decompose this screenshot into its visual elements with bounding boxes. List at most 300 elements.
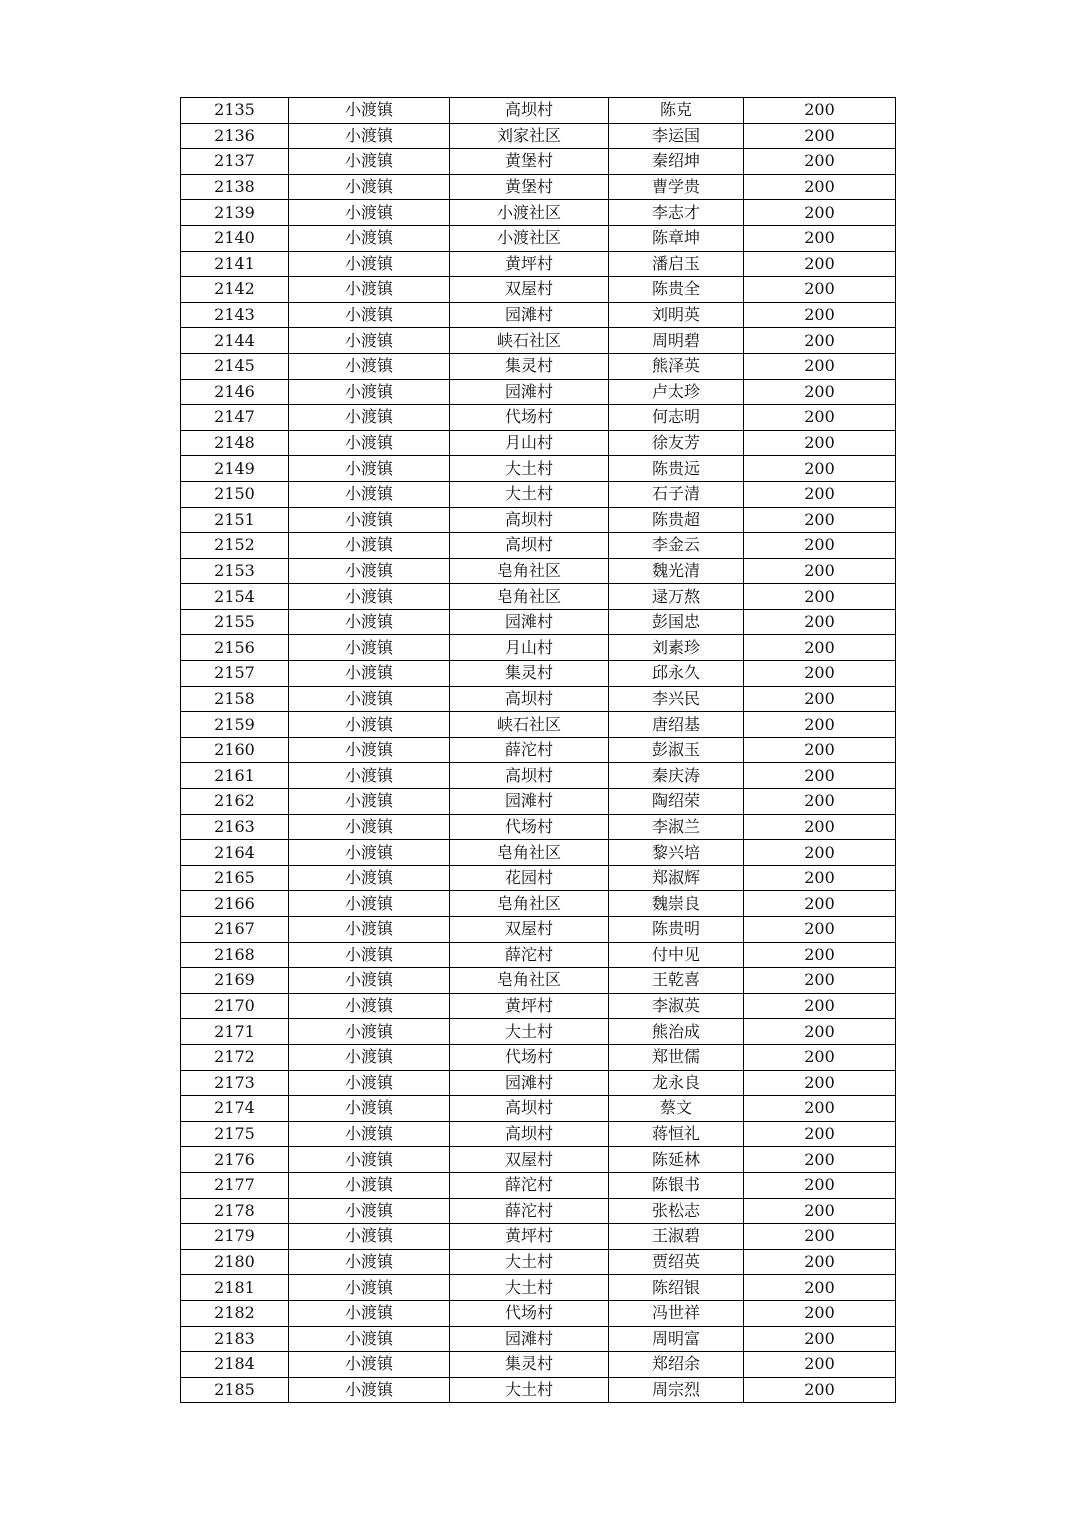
- cell-town: 小渡镇: [289, 1352, 450, 1378]
- cell-name: 彭国忠: [609, 609, 744, 635]
- table-row: [181, 481, 896, 507]
- cell-serial-number: 2177: [181, 1172, 289, 1198]
- cell-village: 园滩村: [450, 609, 609, 635]
- cell-village: 代场村: [450, 814, 609, 840]
- table-row: [181, 353, 896, 379]
- cell-amount: 200: [744, 379, 896, 405]
- cell-serial-number: 2165: [181, 865, 289, 891]
- cell-amount: 200: [744, 712, 896, 738]
- cell-serial-number: 2179: [181, 1224, 289, 1250]
- cell-amount: 200: [744, 968, 896, 994]
- table-row: [181, 1172, 896, 1198]
- cell-village: 高坝村: [450, 1121, 609, 1147]
- cell-amount: 200: [744, 123, 896, 149]
- cell-village: 小渡社区: [450, 225, 609, 251]
- cell-village: 黄坪村: [450, 1224, 609, 1250]
- cell-town: 小渡镇: [289, 891, 450, 917]
- cell-name: 魏光清: [609, 558, 744, 584]
- cell-name: 张松志: [609, 1198, 744, 1224]
- cell-village: 月山村: [450, 430, 609, 456]
- cell-serial-number: 2145: [181, 353, 289, 379]
- cell-village: 大土村: [450, 1275, 609, 1301]
- cell-amount: 200: [744, 1147, 896, 1173]
- cell-town: 小渡镇: [289, 149, 450, 175]
- cell-amount: 200: [744, 225, 896, 251]
- cell-village: 双屋村: [450, 277, 609, 303]
- cell-name: 徐友芳: [609, 430, 744, 456]
- table-row: [181, 1198, 896, 1224]
- cell-amount: 200: [744, 328, 896, 354]
- cell-village: 代场村: [450, 1044, 609, 1070]
- cell-name: 李运国: [609, 123, 744, 149]
- table-row: [181, 277, 896, 303]
- cell-amount: 200: [744, 405, 896, 431]
- cell-village: 刘家社区: [450, 123, 609, 149]
- cell-serial-number: 2138: [181, 174, 289, 200]
- cell-town: 小渡镇: [289, 123, 450, 149]
- table-row: [181, 405, 896, 431]
- cell-town: 小渡镇: [289, 430, 450, 456]
- cell-village: 峡石社区: [450, 712, 609, 738]
- cell-name: 付中见: [609, 942, 744, 968]
- table-row: [181, 968, 896, 994]
- cell-village: 黄堡村: [450, 149, 609, 175]
- cell-village: 薛沱村: [450, 942, 609, 968]
- cell-serial-number: 2167: [181, 917, 289, 943]
- cell-name: 彭淑玉: [609, 737, 744, 763]
- cell-village: 集灵村: [450, 661, 609, 687]
- table-row: [181, 814, 896, 840]
- table-row: [181, 1326, 896, 1352]
- cell-village: 大土村: [450, 1249, 609, 1275]
- cell-serial-number: 2166: [181, 891, 289, 917]
- cell-town: 小渡镇: [289, 379, 450, 405]
- cell-village: 皂角社区: [450, 584, 609, 610]
- cell-name: 郑世儒: [609, 1044, 744, 1070]
- cell-name: 郑绍余: [609, 1352, 744, 1378]
- table-row: [181, 379, 896, 405]
- cell-village: 小渡社区: [450, 200, 609, 226]
- cell-serial-number: 2157: [181, 661, 289, 687]
- cell-name: 秦庆涛: [609, 763, 744, 789]
- cell-serial-number: 2151: [181, 507, 289, 533]
- cell-serial-number: 2147: [181, 405, 289, 431]
- cell-amount: 200: [744, 149, 896, 175]
- cell-town: 小渡镇: [289, 277, 450, 303]
- table-row: [181, 225, 896, 251]
- cell-town: 小渡镇: [289, 1070, 450, 1096]
- cell-name: 李志才: [609, 200, 744, 226]
- cell-town: 小渡镇: [289, 1019, 450, 1045]
- cell-name: 李淑兰: [609, 814, 744, 840]
- cell-town: 小渡镇: [289, 200, 450, 226]
- cell-village: 园滩村: [450, 1070, 609, 1096]
- cell-town: 小渡镇: [289, 814, 450, 840]
- cell-village: 黄堡村: [450, 174, 609, 200]
- cell-town: 小渡镇: [289, 917, 450, 943]
- table-row: [181, 430, 896, 456]
- cell-name: 陶绍荣: [609, 789, 744, 815]
- cell-name: 龙永良: [609, 1070, 744, 1096]
- table-row: [181, 712, 896, 738]
- cell-town: 小渡镇: [289, 353, 450, 379]
- cell-serial-number: 2156: [181, 635, 289, 661]
- cell-town: 小渡镇: [289, 1377, 450, 1403]
- cell-amount: 200: [744, 251, 896, 277]
- table-row: [181, 174, 896, 200]
- cell-name: 陈贵明: [609, 917, 744, 943]
- table-row: [181, 993, 896, 1019]
- cell-amount: 200: [744, 277, 896, 303]
- cell-town: 小渡镇: [289, 302, 450, 328]
- cell-serial-number: 2136: [181, 123, 289, 149]
- cell-serial-number: 2148: [181, 430, 289, 456]
- table-row: [181, 635, 896, 661]
- roster-body: [181, 98, 896, 1403]
- cell-serial-number: 2180: [181, 1249, 289, 1275]
- cell-name: 李淑英: [609, 993, 744, 1019]
- cell-amount: 200: [744, 661, 896, 687]
- cell-serial-number: 2143: [181, 302, 289, 328]
- table-row: [181, 917, 896, 943]
- cell-amount: 200: [744, 609, 896, 635]
- cell-town: 小渡镇: [289, 98, 450, 124]
- table-row: [181, 507, 896, 533]
- cell-amount: 200: [744, 558, 896, 584]
- cell-town: 小渡镇: [289, 686, 450, 712]
- cell-name: 魏崇良: [609, 891, 744, 917]
- table-row: [181, 1121, 896, 1147]
- cell-serial-number: 2173: [181, 1070, 289, 1096]
- cell-town: 小渡镇: [289, 942, 450, 968]
- cell-town: 小渡镇: [289, 763, 450, 789]
- cell-amount: 200: [744, 456, 896, 482]
- cell-town: 小渡镇: [289, 1224, 450, 1250]
- cell-town: 小渡镇: [289, 328, 450, 354]
- cell-amount: 200: [744, 814, 896, 840]
- cell-name: 陈绍银: [609, 1275, 744, 1301]
- table-row: [181, 609, 896, 635]
- cell-town: 小渡镇: [289, 533, 450, 559]
- table-row: [181, 840, 896, 866]
- cell-name: 王乾喜: [609, 968, 744, 994]
- cell-amount: 200: [744, 200, 896, 226]
- cell-amount: 200: [744, 302, 896, 328]
- table-row: [181, 1300, 896, 1326]
- cell-village: 大土村: [450, 481, 609, 507]
- cell-amount: 200: [744, 840, 896, 866]
- cell-name: 熊泽英: [609, 353, 744, 379]
- cell-town: 小渡镇: [289, 456, 450, 482]
- cell-village: 高坝村: [450, 686, 609, 712]
- cell-town: 小渡镇: [289, 1249, 450, 1275]
- cell-serial-number: 2169: [181, 968, 289, 994]
- cell-serial-number: 2162: [181, 789, 289, 815]
- cell-serial-number: 2184: [181, 1352, 289, 1378]
- cell-village: 高坝村: [450, 507, 609, 533]
- cell-serial-number: 2137: [181, 149, 289, 175]
- cell-village: 月山村: [450, 635, 609, 661]
- cell-amount: 200: [744, 1300, 896, 1326]
- cell-name: 周明碧: [609, 328, 744, 354]
- cell-village: 黄坪村: [450, 993, 609, 1019]
- cell-town: 小渡镇: [289, 558, 450, 584]
- cell-name: 李兴民: [609, 686, 744, 712]
- cell-serial-number: 2155: [181, 609, 289, 635]
- cell-amount: 200: [744, 1019, 896, 1045]
- cell-village: 皂角社区: [450, 558, 609, 584]
- cell-amount: 200: [744, 993, 896, 1019]
- cell-name: 曹学贵: [609, 174, 744, 200]
- cell-village: 园滩村: [450, 379, 609, 405]
- cell-town: 小渡镇: [289, 481, 450, 507]
- cell-serial-number: 2183: [181, 1326, 289, 1352]
- cell-town: 小渡镇: [289, 507, 450, 533]
- cell-village: 代场村: [450, 1300, 609, 1326]
- cell-amount: 200: [744, 1121, 896, 1147]
- cell-name: 李金云: [609, 533, 744, 559]
- cell-name: 石子清: [609, 481, 744, 507]
- cell-town: 小渡镇: [289, 993, 450, 1019]
- cell-name: 陈贵远: [609, 456, 744, 482]
- cell-village: 薛沱村: [450, 1172, 609, 1198]
- table-row: [181, 149, 896, 175]
- cell-amount: 200: [744, 763, 896, 789]
- cell-name: 郑淑辉: [609, 865, 744, 891]
- cell-village: 峡石社区: [450, 328, 609, 354]
- cell-amount: 200: [744, 481, 896, 507]
- cell-name: 蒋恒礼: [609, 1121, 744, 1147]
- cell-amount: 200: [744, 737, 896, 763]
- cell-village: 黄坪村: [450, 251, 609, 277]
- cell-town: 小渡镇: [289, 712, 450, 738]
- cell-serial-number: 2141: [181, 251, 289, 277]
- cell-amount: 200: [744, 1326, 896, 1352]
- cell-town: 小渡镇: [289, 174, 450, 200]
- cell-town: 小渡镇: [289, 737, 450, 763]
- cell-name: 贾绍英: [609, 1249, 744, 1275]
- cell-serial-number: 2161: [181, 763, 289, 789]
- cell-village: 皂角社区: [450, 891, 609, 917]
- cell-name: 逯万熬: [609, 584, 744, 610]
- table-row: [181, 200, 896, 226]
- cell-serial-number: 2172: [181, 1044, 289, 1070]
- cell-village: 高坝村: [450, 98, 609, 124]
- cell-name: 陈贵全: [609, 277, 744, 303]
- cell-village: 高坝村: [450, 533, 609, 559]
- cell-town: 小渡镇: [289, 840, 450, 866]
- table-row: [181, 98, 896, 124]
- cell-village: 薛沱村: [450, 1198, 609, 1224]
- cell-town: 小渡镇: [289, 1121, 450, 1147]
- table-row: [181, 686, 896, 712]
- cell-town: 小渡镇: [289, 1275, 450, 1301]
- cell-amount: 200: [744, 865, 896, 891]
- cell-town: 小渡镇: [289, 405, 450, 431]
- cell-village: 园滩村: [450, 1326, 609, 1352]
- cell-village: 代场村: [450, 405, 609, 431]
- table-row: [181, 123, 896, 149]
- cell-serial-number: 2158: [181, 686, 289, 712]
- cell-village: 园滩村: [450, 302, 609, 328]
- cell-town: 小渡镇: [289, 865, 450, 891]
- cell-serial-number: 2171: [181, 1019, 289, 1045]
- cell-town: 小渡镇: [289, 789, 450, 815]
- cell-serial-number: 2163: [181, 814, 289, 840]
- cell-serial-number: 2185: [181, 1377, 289, 1403]
- cell-name: 周明富: [609, 1326, 744, 1352]
- cell-town: 小渡镇: [289, 584, 450, 610]
- document-page: [180, 97, 892, 1403]
- cell-name: 王淑碧: [609, 1224, 744, 1250]
- cell-amount: 200: [744, 353, 896, 379]
- table-row: [181, 661, 896, 687]
- cell-serial-number: 2182: [181, 1300, 289, 1326]
- cell-name: 陈贵超: [609, 507, 744, 533]
- cell-village: 薛沱村: [450, 737, 609, 763]
- cell-name: 陈延林: [609, 1147, 744, 1173]
- cell-amount: 200: [744, 430, 896, 456]
- cell-serial-number: 2152: [181, 533, 289, 559]
- cell-serial-number: 2159: [181, 712, 289, 738]
- cell-name: 秦绍坤: [609, 149, 744, 175]
- cell-amount: 200: [744, 584, 896, 610]
- cell-village: 皂角社区: [450, 968, 609, 994]
- cell-serial-number: 2146: [181, 379, 289, 405]
- cell-amount: 200: [744, 1249, 896, 1275]
- table-row: [181, 456, 896, 482]
- cell-name: 刘明英: [609, 302, 744, 328]
- cell-serial-number: 2164: [181, 840, 289, 866]
- cell-name: 唐绍基: [609, 712, 744, 738]
- cell-amount: 200: [744, 1352, 896, 1378]
- cell-name: 蔡文: [609, 1096, 744, 1122]
- table-row: [181, 1147, 896, 1173]
- cell-amount: 200: [744, 891, 896, 917]
- table-row: [181, 1070, 896, 1096]
- cell-town: 小渡镇: [289, 1147, 450, 1173]
- cell-amount: 200: [744, 1377, 896, 1403]
- cell-serial-number: 2176: [181, 1147, 289, 1173]
- cell-town: 小渡镇: [289, 635, 450, 661]
- cell-town: 小渡镇: [289, 1326, 450, 1352]
- table-row: [181, 1275, 896, 1301]
- cell-name: 何志明: [609, 405, 744, 431]
- cell-village: 大土村: [450, 1019, 609, 1045]
- table-row: [181, 328, 896, 354]
- cell-village: 园滩村: [450, 789, 609, 815]
- table-row: [181, 558, 896, 584]
- table-row: [181, 533, 896, 559]
- cell-serial-number: 2153: [181, 558, 289, 584]
- table-row: [181, 1096, 896, 1122]
- cell-amount: 200: [744, 789, 896, 815]
- table-row: [181, 942, 896, 968]
- cell-town: 小渡镇: [289, 1198, 450, 1224]
- cell-town: 小渡镇: [289, 1044, 450, 1070]
- cell-town: 小渡镇: [289, 251, 450, 277]
- cell-village: 双屋村: [450, 1147, 609, 1173]
- cell-amount: 200: [744, 98, 896, 124]
- cell-serial-number: 2154: [181, 584, 289, 610]
- table-row: [181, 1019, 896, 1045]
- cell-amount: 200: [744, 1224, 896, 1250]
- cell-serial-number: 2175: [181, 1121, 289, 1147]
- table-row: [181, 737, 896, 763]
- table-row: [181, 1249, 896, 1275]
- cell-amount: 200: [744, 635, 896, 661]
- cell-amount: 200: [744, 1044, 896, 1070]
- cell-serial-number: 2181: [181, 1275, 289, 1301]
- cell-serial-number: 2160: [181, 737, 289, 763]
- cell-name: 潘启玉: [609, 251, 744, 277]
- cell-village: 皂角社区: [450, 840, 609, 866]
- cell-name: 冯世祥: [609, 1300, 744, 1326]
- cell-serial-number: 2174: [181, 1096, 289, 1122]
- table-row: [181, 891, 896, 917]
- subsidy-roster-table: [180, 97, 896, 1403]
- cell-name: 陈克: [609, 98, 744, 124]
- cell-village: 高坝村: [450, 763, 609, 789]
- cell-amount: 200: [744, 942, 896, 968]
- cell-amount: 200: [744, 174, 896, 200]
- table-row: [181, 251, 896, 277]
- cell-amount: 200: [744, 507, 896, 533]
- cell-village: 双屋村: [450, 917, 609, 943]
- cell-amount: 200: [744, 1096, 896, 1122]
- table-row: [181, 763, 896, 789]
- cell-name: 黎兴培: [609, 840, 744, 866]
- cell-name: 陈银书: [609, 1172, 744, 1198]
- cell-village: 大土村: [450, 1377, 609, 1403]
- table-row: [181, 1044, 896, 1070]
- table-row: [181, 1224, 896, 1250]
- table-row: [181, 302, 896, 328]
- cell-serial-number: 2139: [181, 200, 289, 226]
- cell-town: 小渡镇: [289, 968, 450, 994]
- cell-name: 陈章坤: [609, 225, 744, 251]
- cell-town: 小渡镇: [289, 661, 450, 687]
- table-row: [181, 1352, 896, 1378]
- cell-town: 小渡镇: [289, 1096, 450, 1122]
- table-row: [181, 789, 896, 815]
- cell-amount: 200: [744, 1275, 896, 1301]
- cell-town: 小渡镇: [289, 225, 450, 251]
- cell-name: 周宗烈: [609, 1377, 744, 1403]
- cell-amount: 200: [744, 533, 896, 559]
- cell-village: 集灵村: [450, 353, 609, 379]
- cell-amount: 200: [744, 1172, 896, 1198]
- cell-amount: 200: [744, 917, 896, 943]
- cell-serial-number: 2135: [181, 98, 289, 124]
- cell-name: 刘素珍: [609, 635, 744, 661]
- cell-town: 小渡镇: [289, 1172, 450, 1198]
- cell-amount: 200: [744, 1198, 896, 1224]
- table-row: [181, 865, 896, 891]
- cell-name: 熊治成: [609, 1019, 744, 1045]
- cell-name: 邱永久: [609, 661, 744, 687]
- cell-serial-number: 2140: [181, 225, 289, 251]
- cell-amount: 200: [744, 686, 896, 712]
- cell-village: 集灵村: [450, 1352, 609, 1378]
- cell-serial-number: 2149: [181, 456, 289, 482]
- cell-amount: 200: [744, 1070, 896, 1096]
- table-row: [181, 1377, 896, 1403]
- cell-town: 小渡镇: [289, 1300, 450, 1326]
- cell-serial-number: 2142: [181, 277, 289, 303]
- cell-serial-number: 2150: [181, 481, 289, 507]
- cell-name: 卢太珍: [609, 379, 744, 405]
